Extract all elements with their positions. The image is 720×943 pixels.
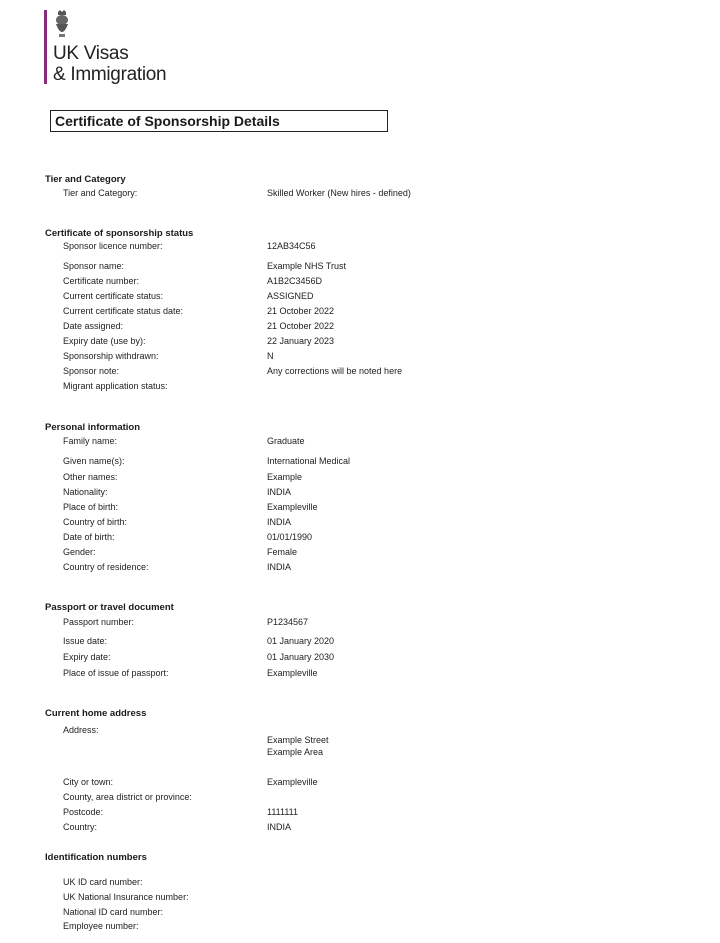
- field-value: INDIA: [267, 822, 292, 832]
- field-label: Country of residence:: [63, 562, 149, 572]
- field-label: Country of birth:: [63, 517, 128, 527]
- field-value: 21 October 2022: [267, 306, 335, 316]
- logo-line-1: UK Visas: [53, 43, 129, 64]
- field-value: INDIA: [267, 562, 292, 572]
- field-label: Certificate number:: [63, 276, 140, 286]
- section-heading-ids: Identification numbers: [45, 852, 147, 863]
- field-label: City or town:: [63, 777, 114, 787]
- section-heading-tier: Tier and Category: [45, 174, 126, 185]
- field-value: 01/01/1990: [267, 532, 313, 542]
- field-value: 22 January 2023: [267, 336, 335, 346]
- field-label: Current certificate status date:: [63, 306, 184, 316]
- logo-wordmark: [53, 43, 166, 85]
- logo-line-2: & Immigration: [53, 64, 167, 85]
- field-value: ASSIGNED: [267, 291, 314, 301]
- field-value: P1234567: [267, 617, 309, 627]
- field-value: INDIA: [267, 487, 292, 497]
- field-label: UK ID card number:: [63, 877, 143, 887]
- field-value: 01 January 2030: [267, 652, 335, 662]
- field-label: Current certificate status:: [63, 291, 164, 301]
- field-label: Gender:: [63, 547, 96, 557]
- field-label: Nationality:: [63, 487, 108, 497]
- field-value: 21 October 2022: [267, 321, 335, 331]
- field-value: N: [267, 351, 274, 361]
- field-value: A1B2C3456D: [267, 276, 323, 286]
- section-heading-personal: Personal information: [45, 422, 141, 433]
- field-label: Given name(s):: [63, 456, 125, 466]
- field-label: Date assigned:: [63, 321, 124, 331]
- field-value: Graduate: [267, 436, 305, 446]
- logo-accent-bar: [44, 10, 47, 84]
- field-value: 12AB34C56: [267, 241, 316, 251]
- field-label: Employee number:: [63, 921, 139, 931]
- field-label: Sponsorship withdrawn:: [63, 351, 159, 361]
- page-title: Certificate of Sponsorship Details: [50, 110, 388, 132]
- field-label: Passport number:: [63, 617, 135, 627]
- field-label: Date of birth:: [63, 532, 115, 542]
- field-label: National ID card number:: [63, 907, 164, 917]
- field-label: Sponsor licence number:: [63, 241, 163, 251]
- field-label: Expiry date:: [63, 652, 111, 662]
- field-label: Postcode:: [63, 807, 104, 817]
- field-label: Sponsor note:: [63, 366, 120, 376]
- field-label: Place of issue of passport:: [63, 668, 169, 678]
- field-label: UK National Insurance number:: [63, 892, 189, 902]
- field-value: Any corrections will be noted here: [267, 366, 403, 376]
- field-label: Country:: [63, 822, 98, 832]
- field-value: Exampleville: [267, 777, 318, 787]
- field-label: Other names:: [63, 472, 118, 482]
- field-label: Expiry date (use by):: [63, 336, 146, 346]
- field-value: Example NHS Trust: [267, 261, 347, 271]
- field-value: 01 January 2020: [267, 636, 335, 646]
- section-heading-status: Certificate of sponsorship status: [45, 228, 194, 239]
- section-heading-address: Current home address: [45, 708, 147, 719]
- field-value: INDIA: [267, 517, 292, 527]
- field-value: Exampleville: [267, 502, 318, 512]
- field-label: Family name:: [63, 436, 118, 446]
- section-heading-passport: Passport or travel document: [45, 602, 174, 613]
- field-label: County, area district or province:: [63, 792, 192, 802]
- field-label: Address:: [63, 725, 99, 735]
- field-label: Tier and Category:: [63, 188, 138, 198]
- uk-visas-logo: [44, 10, 244, 84]
- field-value: International Medical: [267, 456, 351, 466]
- field-value: Skilled Worker (New hires - defined): [267, 188, 411, 198]
- field-label: Migrant application status:: [63, 381, 168, 391]
- field-label: Sponsor name:: [63, 261, 125, 271]
- field-label: Issue date:: [63, 636, 108, 646]
- field-value: Example: [267, 472, 303, 482]
- field-value: 1111111: [267, 807, 299, 817]
- field-value: Example Street Example Area: [267, 735, 329, 757]
- field-value: Female: [267, 547, 298, 557]
- royal-crest-icon: [54, 10, 70, 40]
- field-value: Exampleville: [267, 668, 318, 678]
- field-label: Place of birth:: [63, 502, 119, 512]
